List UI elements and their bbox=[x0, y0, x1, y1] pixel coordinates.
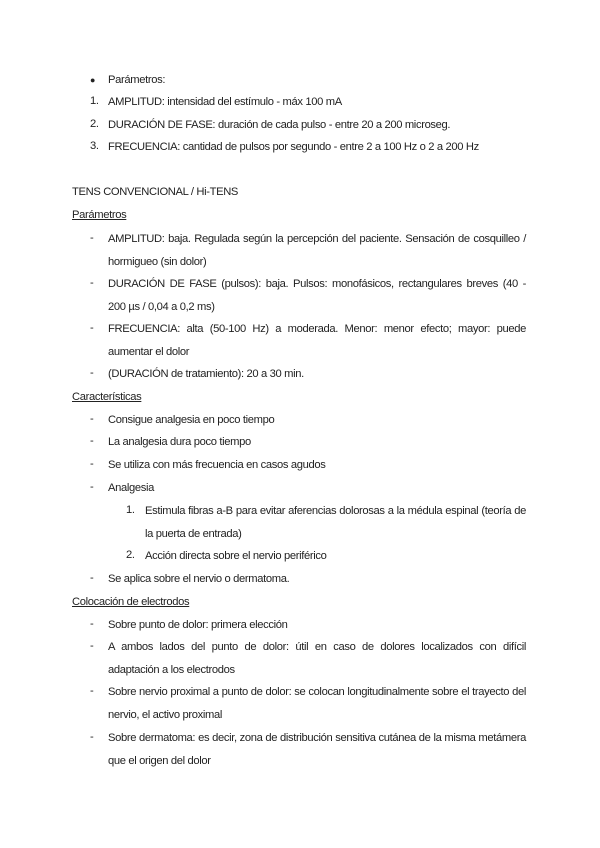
list-item: (DURACIÓN de tratamiento): 20 a 30 min. bbox=[108, 368, 304, 380]
parametros-heading: Parámetros bbox=[72, 209, 127, 221]
list-item: Sobre nervio proximal a punto de dolor: se colocan longitudinalmente sobre el trayecto del nervio, el activo proximal bbox=[108, 686, 526, 721]
list-item: DURACIÓN DE FASE: duración de cada pulso - entre 20 a 200 microseg. bbox=[108, 119, 451, 131]
bullet-marker: ● bbox=[90, 75, 96, 85]
list-item: Se aplica sobre el nervio o dermatoma. bbox=[108, 573, 290, 585]
list-item: Sobre dermatoma: es decir, zona de distribución sensitiva cutánea de la misma metámera que el origen del dolor bbox=[108, 732, 526, 767]
dash-marker: - bbox=[90, 277, 94, 289]
dash-marker: - bbox=[90, 731, 94, 743]
dash-marker: - bbox=[90, 685, 94, 697]
list-number: 3. bbox=[90, 140, 99, 152]
dash-marker: - bbox=[90, 572, 94, 584]
colocacion-heading: Colocación de electrodos bbox=[72, 596, 190, 608]
list-item: FRECUENCIA: alta (50-100 Hz) a moderada. Menor: menor efecto; mayor: puede aumentar el dolor bbox=[108, 323, 526, 358]
sub-list-number: 1. bbox=[126, 504, 135, 516]
caracteristicas-heading: Características bbox=[72, 391, 142, 403]
list-item: A ambos lados del punto de dolor: útil en caso de dolores localizados con difícil adaptación a los electrodos bbox=[108, 641, 526, 676]
sub-list-item: Acción directa sobre el nervio periférico bbox=[145, 550, 327, 562]
dash-marker: - bbox=[90, 640, 94, 652]
sub-list-number: 2. bbox=[126, 549, 135, 561]
dash-marker: - bbox=[90, 618, 94, 630]
dash-marker: - bbox=[90, 367, 94, 379]
dash-marker: - bbox=[90, 458, 94, 470]
section-title: TENS CONVENCIONAL / Hi-TENS bbox=[72, 186, 239, 198]
list-item: AMPLITUD: baja. Regulada según la percepción del paciente. Sensación de cosquilleo / hormigueo (sin dolor) bbox=[108, 233, 526, 268]
parametros-label: Parámetros: bbox=[108, 74, 166, 86]
list-item: Consigue analgesia en poco tiempo bbox=[108, 414, 275, 426]
list-item: La analgesia dura poco tiempo bbox=[108, 436, 251, 448]
list-number: 1. bbox=[90, 95, 99, 107]
dash-marker: - bbox=[90, 413, 94, 425]
list-item: FRECUENCIA: cantidad de pulsos por segundo - entre 2 a 100 Hz o 2 a 200 Hz bbox=[108, 141, 479, 153]
dash-marker: - bbox=[90, 435, 94, 447]
list-item: Se utiliza con más frecuencia en casos agudos bbox=[108, 459, 326, 471]
dash-marker: - bbox=[90, 481, 94, 493]
list-item: AMPLITUD: intensidad del estímulo - máx 100 mA bbox=[108, 96, 342, 108]
dash-marker: - bbox=[90, 232, 94, 244]
sub-list-item: Estimula fibras a-B para evitar aferencias dolorosas a la médula espinal (teoría de la puerta de entrada) bbox=[145, 505, 526, 540]
list-item: Analgesia bbox=[108, 482, 154, 494]
dash-marker: - bbox=[90, 322, 94, 334]
list-item: Sobre punto de dolor: primera elección bbox=[108, 619, 288, 631]
list-number: 2. bbox=[90, 118, 99, 130]
list-item: DURACIÓN DE FASE (pulsos): baja. Pulsos: monofásicos, rectangulares breves (40 - 200 µs / 0,04 a 0,2 ms) bbox=[108, 278, 526, 313]
